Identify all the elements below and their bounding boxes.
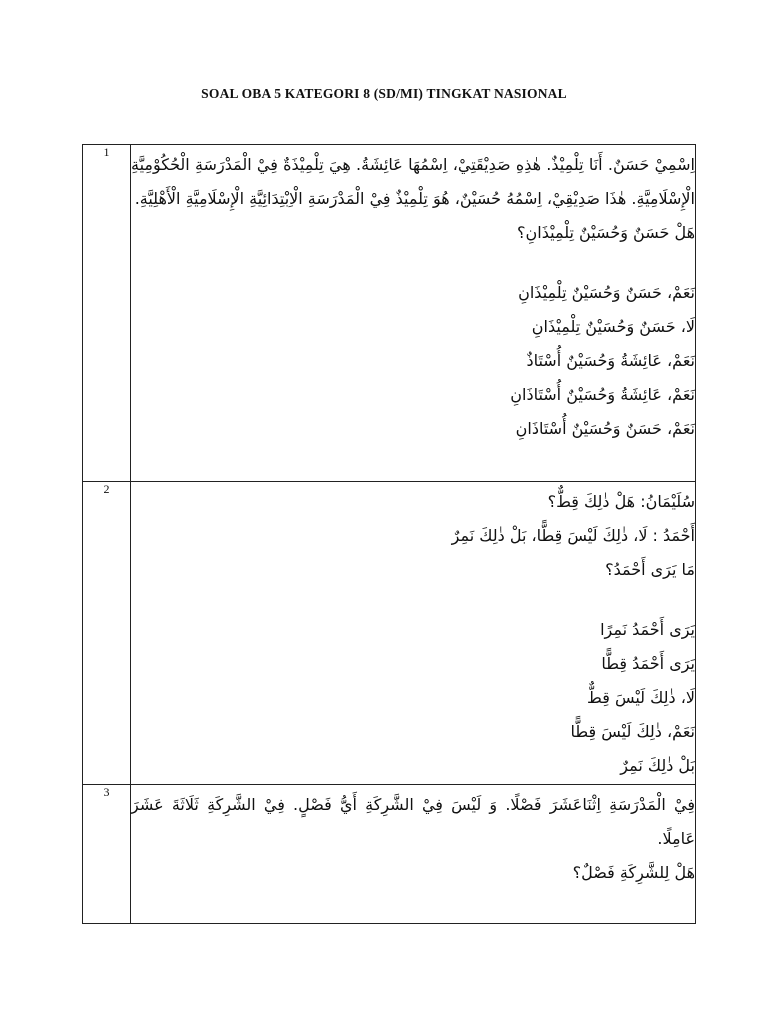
question-row-3	[83, 785, 696, 924]
question-number: 1	[83, 145, 131, 482]
answer-option: يَرَى أَحْمَدُ نَمِرًا	[600, 620, 695, 639]
question-number: 2	[83, 482, 131, 785]
document-title: SOAL OBA 5 KATEGORI 8 (SD/MI) TINGKAT NASIONAL	[201, 86, 567, 101]
question-content	[131, 785, 696, 924]
question-text: هَلْ حَسَنٌ وَحُسَيْنٌ تِلْمِيْذَانِ؟	[517, 223, 695, 242]
question-content	[131, 482, 696, 785]
answer-option: نَعَمْ، عَائِشَةُ وَحُسَيْنٌ أُسْتَاذَانِ	[510, 385, 695, 404]
answer-option: نَعَمْ، حَسَنٌ وَحُسَيْنٌ أُسْتَاذَانِ	[515, 419, 695, 438]
question-row-2	[83, 482, 696, 785]
answer-option: لَا، حَسَنٌ وَحُسَيْنٌ تِلْمِيْذَانِ	[531, 317, 695, 336]
dialog-line: سُلَيْمَانُ: هَلْ ذٰلِكَ قِطٌّ؟	[547, 492, 695, 511]
questions-table	[82, 144, 696, 924]
answer-option: بَلْ ذٰلِكَ نَمِرٌ	[620, 756, 695, 775]
reading-passage: فِيْ الْمَدْرَسَةِ اِثْنَاعَشَرَ فَصْلًا. وَ لَيْسَ فِيْ الشَّرِكَةِ أَيُّ فَصْلٍ. فِيْ الشَّرِكَةِ ثَلَاثَةَ عَشَرَ عَامِلًا.	[131, 795, 695, 848]
answer-option: لَا، ذٰلِكَ لَيْسَ قِطٌّ	[587, 688, 695, 707]
answer-option: نَعَمْ، عَائِشَةُ وَحُسَيْنٌ أُسْتَاذٌ	[526, 351, 695, 370]
question-text: هَلْ لِلشَّرِكَةِ فَصْلٌ؟	[572, 863, 695, 882]
question-content	[131, 145, 696, 482]
question-number: 3	[83, 785, 131, 924]
dialog-line: أَحْمَدُ : لَا، ذٰلِكَ لَيْسَ قِطًّا، بَلْ ذٰلِكَ نَمِرٌ	[451, 526, 695, 545]
answer-option: يَرَى أَحْمَدُ قِطًّا	[601, 654, 695, 673]
answer-option: نَعَمْ، ذٰلِكَ لَيْسَ قِطًّا	[570, 722, 695, 741]
question-text: مَا يَرَى أَحْمَدُ؟	[605, 560, 695, 579]
answer-option: نَعَمْ، حَسَنٌ وَحُسَيْنٌ تِلْمِيْذَانِ	[518, 283, 695, 302]
question-row-1	[83, 145, 696, 482]
reading-passage: اِسْمِيْ حَسَنٌ. أَنَا تِلْمِيْذٌ. هٰذِهِ صَدِيْقَتِيْ، اِسْمُهَا عَائِشَةُ. هِيَ تِلْمِيْذَةٌ فِيْ الْمَدْرَسَةِ الْحُكُوْمِيَّةِ الْإِسْلَامِيَّةِ. هٰذَا صَدِيْقِيْ، اِسْمُهُ حُسَيْنٌ، هُوَ تِلْمِيْذٌ فِيْ الْمَدْرَسَةِ الْاِبْتِدَائِيَّةِ الْإِسْلَامِيَّةِ الْأَهْلِيَّةِ.	[131, 155, 695, 208]
